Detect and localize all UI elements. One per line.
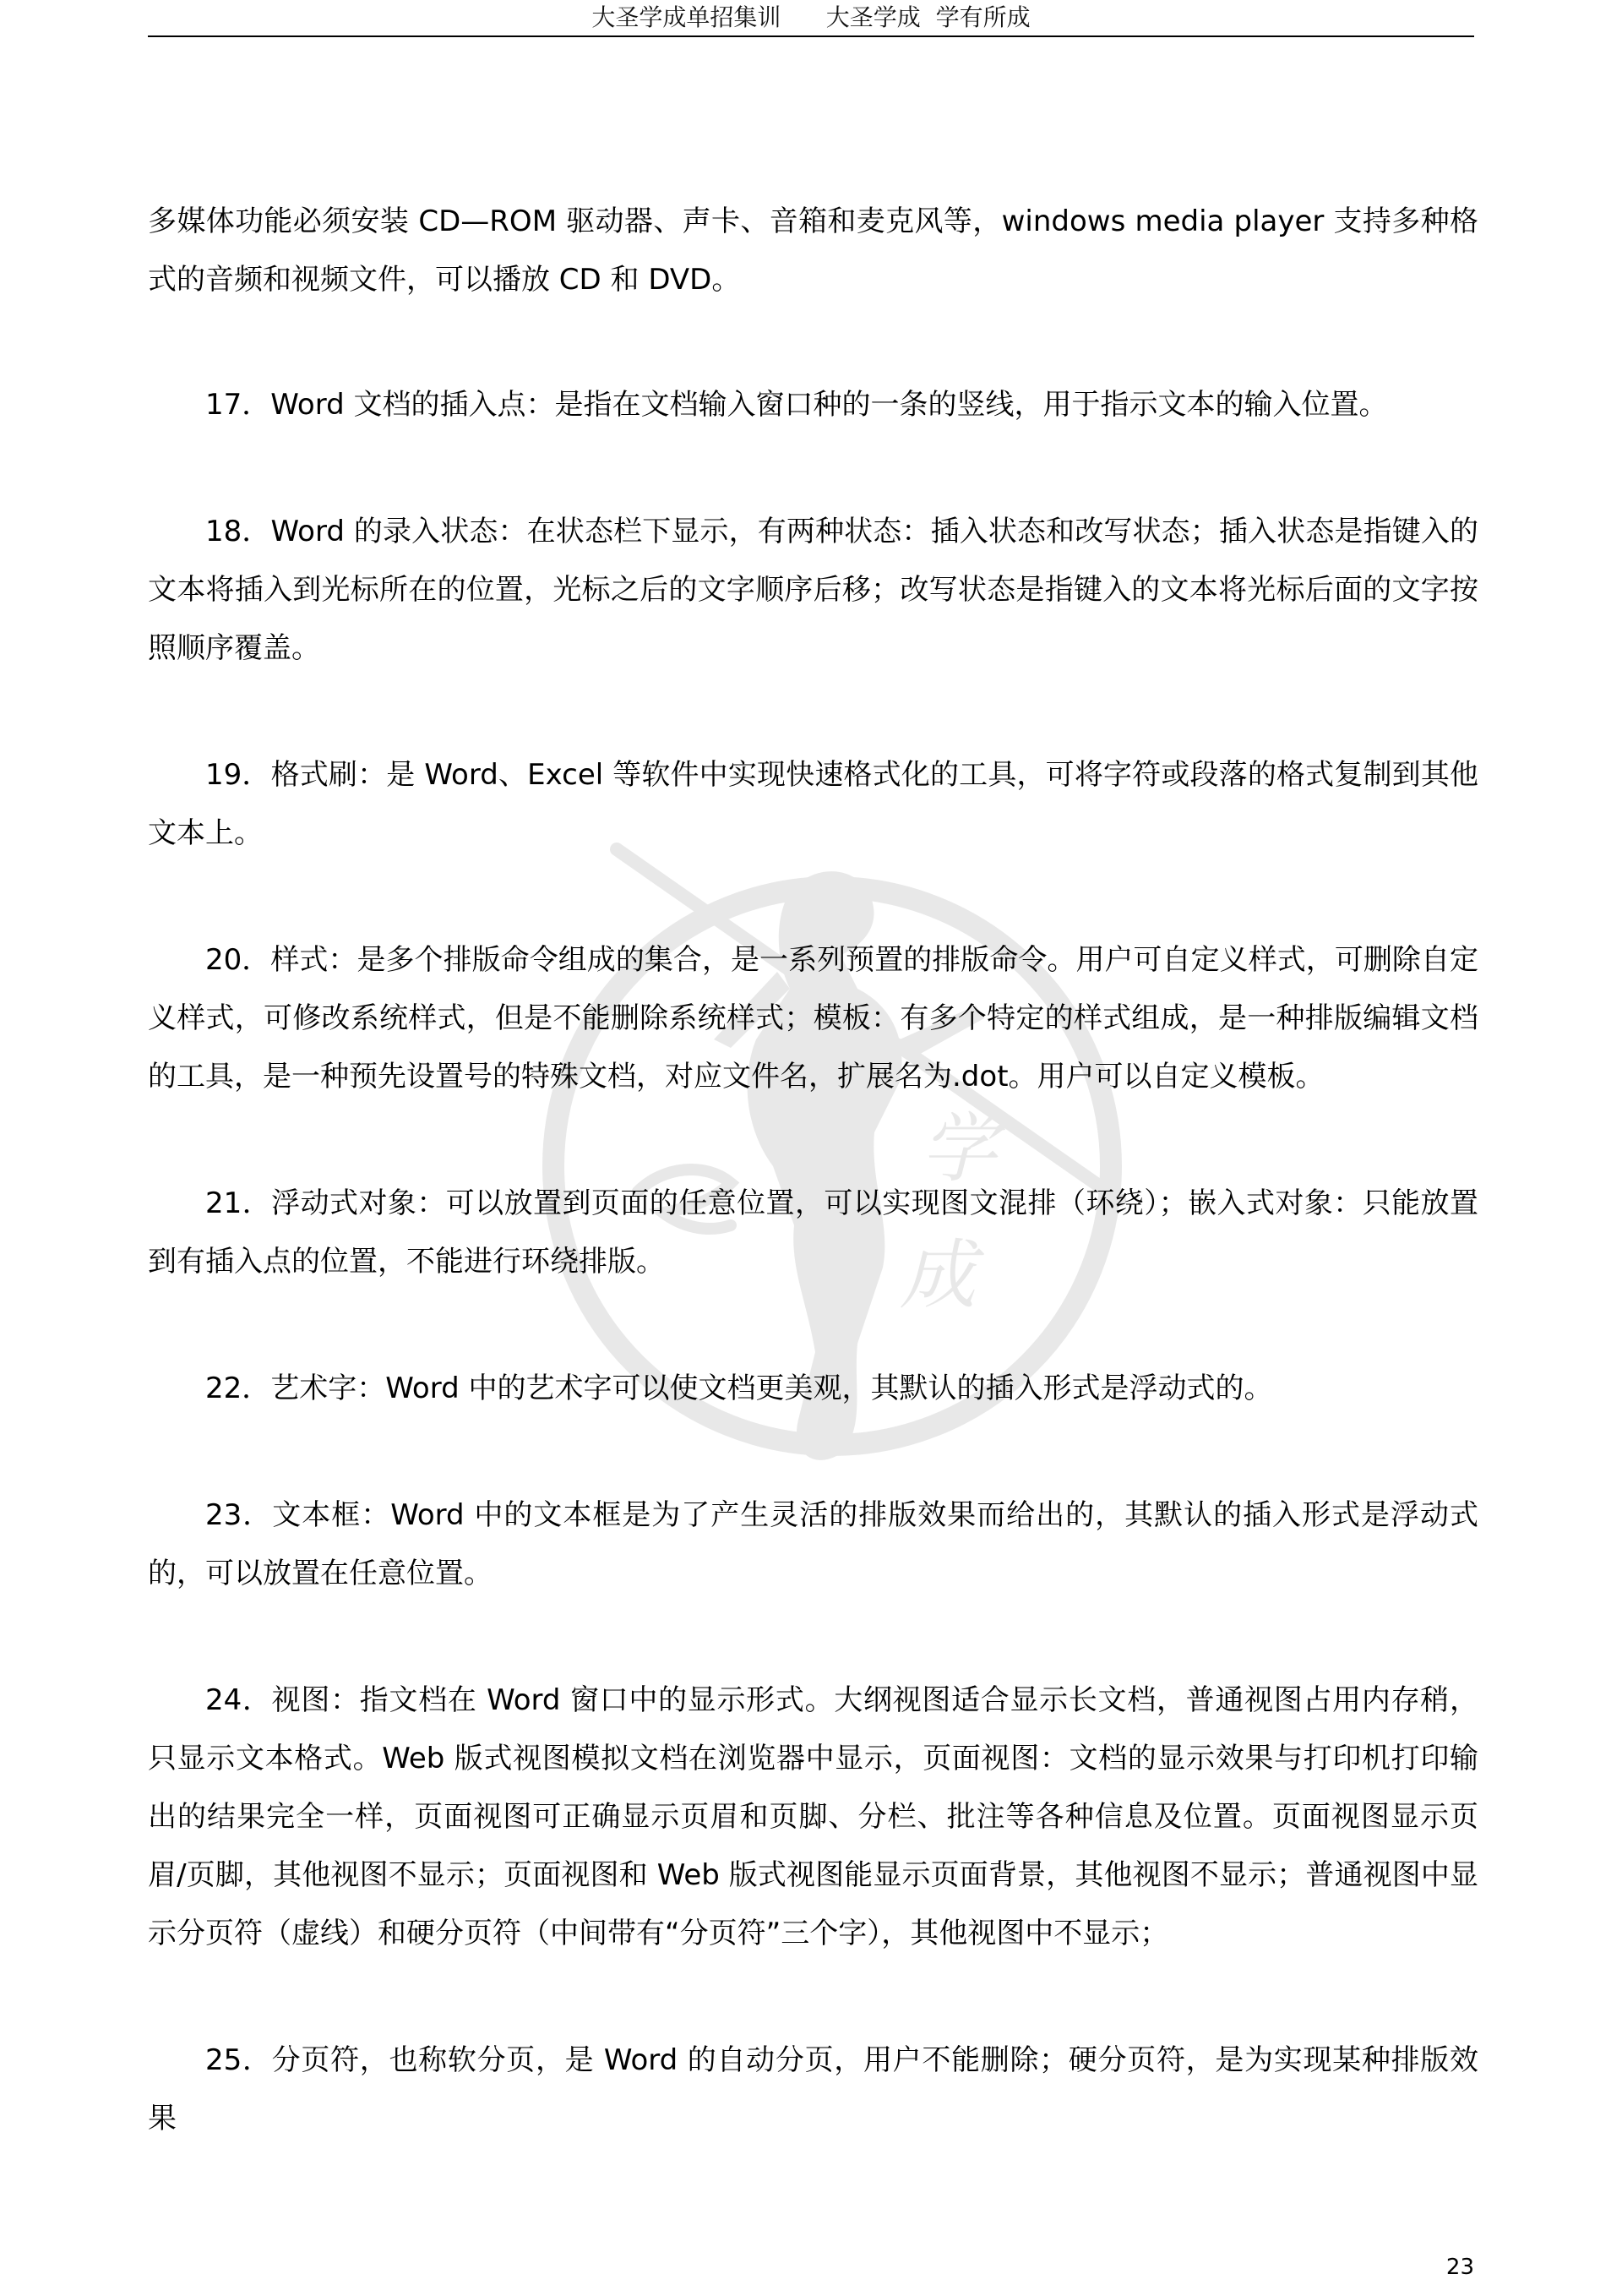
paragraph-22: 22．艺术字：Word 中的艺术字可以使文档更美观，其默认的插入形式是浮动式的。 (205, 1372, 1273, 1405)
page-number: 23 (1445, 2255, 1474, 2280)
paragraph-21: 21．浮动式对象：可以放置到页面的任意位置，可以实现图文混排（环绕）；嵌入式对象：只能放置到有插入点的位置，不能进行环绕排版。 (148, 1186, 1478, 1279)
paragraph-24: 24．视图：指文档在 Word 窗口中的显示形式。大纲视图适合显示长文档，普通视图占用内存稍，只显示文本格式。Web 版式视图模拟文档在浏览器中显示，页面视图：文档的显示效果与打印机打印输出的结果完全一样，页面视图可正确显示页眉和页脚、分栏、批注等各种信息及位置。页面视图显示页眉/页脚，其他视图不显示；页面视图和 Web 版式视图能显示页面背景，其他视图不显示；普通视图中显示分页符（虚线）和硬分页符（中间带有“分页符”三个字），其他视图中不显示； (148, 1683, 1478, 1950)
paragraph-20: 20．样式：是多个排版命令组成的集合，是一系列预置的排版命令。用户可自定义样式，可删除自定义样式，可修改系统样式，但是不能删除系统样式；模板：有多个特定的样式组成，是一种排版编辑文档的工具，是一种预先设置号的特殊文档，对应文件名，扩展名为.dot。用户可以自定义模板。 (148, 943, 1478, 1093)
document-body (148, 193, 1478, 2217)
paragraph-18: 18．Word 的录入状态：在状态栏下显示，有两种状态：插入状态和改写状态；插入状态是指键入的文本将插入到光标所在的位置，光标之后的文字顺序后移；改写状态是指键入的文本将光标后面的文字按照顺序覆盖。 (148, 515, 1478, 665)
paragraph-continuation: 多媒体功能必须安装 CD—ROM 驱动器、声卡、音箱和麦克风等，windows media player 支持多种格式的音频和视频文件，可以播放 CD 和 DVD。 (148, 205, 1478, 297)
watermark-char-xue: 学 (921, 1104, 997, 1193)
paragraph-25: 25．分页符，也称软分页，是 Word 的自动分页，用户不能删除；硬分页符，是为实现某种排版效果 (148, 2043, 1478, 2135)
paragraph-23: 23．文本框：Word 中的文本框是为了产生灵活的排版效果而给出的，其默认的插入形式是浮动式的，可以放置在任意位置。 (148, 1498, 1478, 1590)
paragraph-17: 17．Word 文档的插入点：是指在文档输入窗口种的一条的竖线，用于指示文本的输入位置。 (205, 388, 1388, 422)
page-header: 大圣学成单招集训 大圣学成 学有所成 (148, 0, 1474, 37)
watermark-char-cheng: 成 (900, 1231, 976, 1320)
paragraph-19: 19．格式刷：是 Word、Excel 等软件中实现快速格式化的工具，可将字符或段落的格式复制到其他文本上。 (148, 758, 1478, 850)
